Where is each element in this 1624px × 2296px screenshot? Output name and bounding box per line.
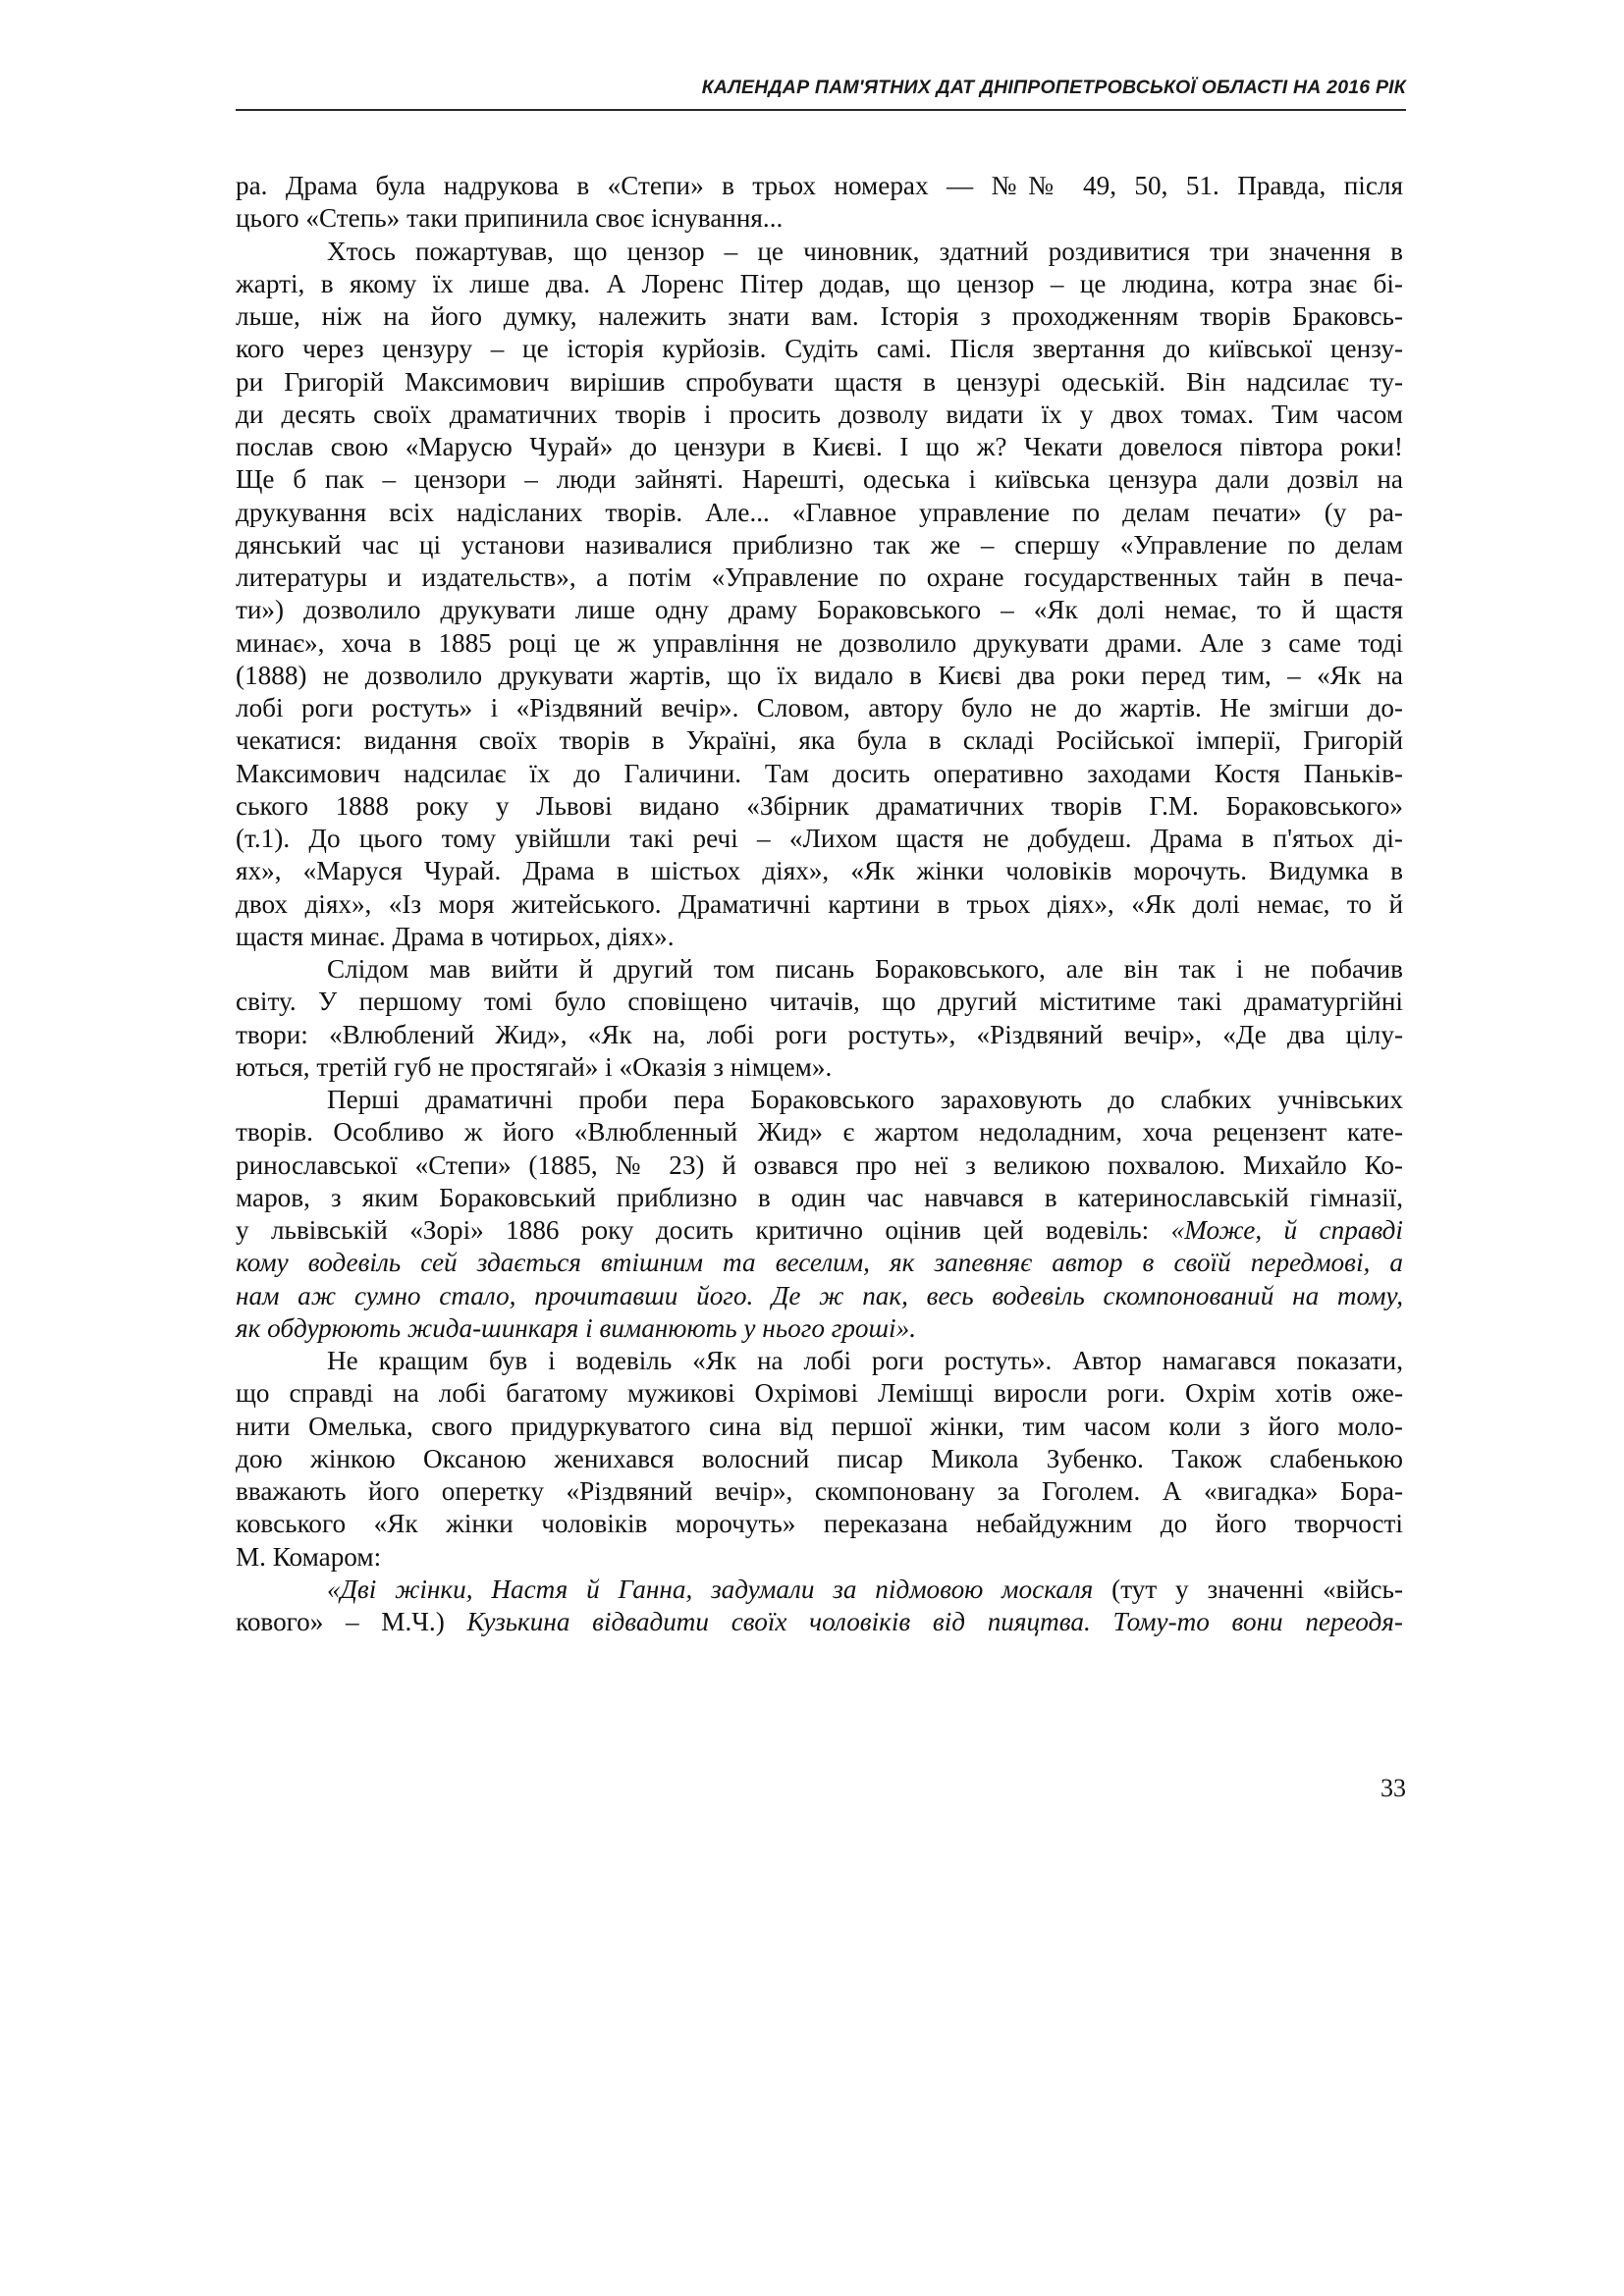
- text-line: [236, 366, 1403, 399]
- text-run: вважають його оперетку «Різдвяний вечір», скомпоновану за Гоголем. А «вигадка» Бора-: [236, 1476, 1403, 1506]
- text-line: [236, 1606, 1403, 1638]
- text-run: у львівській «Зорі» 1886 року досить критично оцінив цей водевіль:: [236, 1215, 1171, 1245]
- text-run: Слідом мав вийти й другий том писань Бораковського, але він так і не побачив: [327, 954, 1403, 984]
- text-line: [236, 660, 1403, 692]
- text-run: щастя минає. Драма в чотирьох, діях».: [236, 921, 675, 951]
- text-run: ра. Драма була надрукова в «Степи» в трьох номерах — №№ 49, 50, 51. Правда, після: [236, 171, 1403, 200]
- text-run: Хтось пожартував, що цензор – це чиновник, здатний роздивитися три значення в: [327, 236, 1403, 266]
- text-line: [236, 300, 1403, 333]
- text-line: [236, 561, 1403, 594]
- text-line: [236, 594, 1403, 626]
- text-run: ди десять своїх драматичних творів і просить дозволу видати їх у двох томах. Тим часом: [236, 399, 1403, 429]
- text-run: дою жінкою Оксаною женихався волосний писар Микола Зубенко. Також слабенькою: [236, 1443, 1403, 1473]
- text-run: послав свою «Марусю Чурай» до цензури в Києві. І що ж? Чекати довелося півтора роки!: [236, 432, 1403, 461]
- text-line: [236, 1247, 1403, 1279]
- italic-quote-run: Кузькина відвадити своїх чоловіків від пияцтва. Тому-то вони переодя-: [466, 1607, 1403, 1636]
- text-line: [236, 1182, 1403, 1214]
- italic-quote-run: нам аж сумно стало, прочитавши його. Де ж пак, весь водевіль скомпонований на тому,: [236, 1280, 1403, 1310]
- text-run: двох діях», «Із моря житейського. Драматичні картини в трьох діях», «Як долі немає, то й: [236, 888, 1403, 919]
- text-line: [236, 1280, 1403, 1312]
- text-line: [236, 1411, 1403, 1443]
- text-line: [236, 1312, 1403, 1345]
- text-run: ти») дозволило друкувати лише одну драму Бораковського – «Як долі немає, то й щастя: [236, 595, 1403, 625]
- text-run: дянський час ці установи називалися приблизно так же – спершу «Управление по делам: [236, 529, 1403, 560]
- text-run: що справді на лобі багатому мужикові Охрімові Лемішці виросли роги. Охрім хотів оже-: [236, 1378, 1403, 1409]
- text-run: ях», «Маруся Чурай. Драма в шістьох діях», «Як жінки чоловіків морочуть. Видумка в: [236, 856, 1403, 886]
- text-line: [236, 1475, 1403, 1508]
- text-run: Ще б пак – цензори – люди зайняті. Нарешті, одеська і київська цензура дали дозвіл на: [236, 464, 1403, 495]
- text-line: [236, 1345, 1403, 1377]
- text-run: ються, третій губ не простягай» і «Оказія з німцем».: [236, 1051, 833, 1082]
- text-line: [236, 692, 1403, 724]
- text-run: Максимович надсилає їх до Галичини. Там досить оперативно заходами Костя Паньків-: [236, 758, 1403, 788]
- text-run: (т.1). До цього тому увійшли такі речі – «Лихом щастя не добудеш. Драма в п'ятьох ді-: [236, 824, 1403, 853]
- text-run: цього «Степь» таки припинила своє існування...: [236, 203, 784, 234]
- text-line: [236, 463, 1403, 496]
- text-line: [236, 497, 1403, 529]
- text-run: ри Григорій Максимович вирішив спробувати щастя в цензурі одеській. Він надсилає ту-: [236, 366, 1403, 397]
- text-line: [236, 1508, 1403, 1540]
- text-run: минає», хоча в 1885 році це ж управління не дозволило друкувати драми. Але з саме тоді: [236, 627, 1403, 658]
- text-line: [236, 268, 1403, 300]
- italic-quote-run: «Може, й справді: [1170, 1215, 1403, 1245]
- text-run: льше, ніж на його думку, належить знати вам. Історія з проходженням творів Браковсь-: [236, 301, 1403, 331]
- text-line: [236, 1084, 1403, 1116]
- text-run: ковського «Як жінки чоловіків морочуть» переказана небайдужним до його творчості: [236, 1509, 1403, 1539]
- text-run: творів. Особливо ж його «Влюбленный Жид» є жартом недоладним, хоча рецензент кате-: [236, 1117, 1403, 1148]
- text-line: [236, 202, 1403, 235]
- italic-quote-run: кому водевіль сей здається втішним та веселим, як запевняє автор в своїй передмові, а: [236, 1248, 1403, 1278]
- text-run: нити Омелька, свого придуркуватого сина від першої жінки, тим часом коли з його моло-: [236, 1411, 1403, 1441]
- text-line: [236, 1541, 1403, 1574]
- text-line: [236, 1019, 1403, 1051]
- text-run: ського 1888 року у Львові видано «Збірник драматичних творів Г.М. Бораковського»: [236, 790, 1403, 821]
- text-line: [236, 529, 1403, 561]
- text-line: [236, 333, 1403, 365]
- text-run: литературы и издательств», а потім «Управление по охране государственных тайн в печа-: [236, 562, 1403, 592]
- text-run: маров, з яким Бораковський приблизно в один час навчався в катеринославській гімназії,: [236, 1182, 1403, 1212]
- text-line: [236, 627, 1403, 660]
- text-run: кового» – М.Ч.): [236, 1607, 467, 1636]
- header-rule: [236, 109, 1406, 111]
- text-line: [236, 1214, 1403, 1247]
- text-line: [236, 236, 1403, 268]
- text-line: [236, 758, 1403, 790]
- text-line: [236, 1149, 1403, 1182]
- text-line: [236, 823, 1403, 855]
- text-run: друкування всіх надісланих творів. Але... «Главное управление по делам печати» (у ра-: [236, 497, 1403, 527]
- text-line: [236, 1377, 1403, 1410]
- text-line: [236, 921, 1403, 953]
- text-run: ринославської «Степи» (1885, № 23) й озвався про неї з великою похвалою. Михайло Ко-: [236, 1149, 1403, 1180]
- text-line: [236, 986, 1403, 1018]
- italic-quote-run: як обдурюють жида-шинкаря і виманюють у нього гроші».: [236, 1312, 916, 1343]
- text-run: (1888) не дозволило друкувати жартів, що їх видало в Києві два роки перед тим, – «Як на: [236, 660, 1403, 690]
- text-run: (тут у значенні «війсь-: [1093, 1574, 1403, 1604]
- text-run: чекатися: видання своїх творів в Україні, яка була в складі Російської імперії, Григорій: [236, 725, 1403, 756]
- text-run: жарті, в якому їх лише два. А Лоренс Пітер додав, що цензор – це людина, котра знає бі-: [236, 268, 1403, 298]
- text-line: [236, 1574, 1403, 1606]
- text-line: [236, 790, 1403, 823]
- text-line: [236, 888, 1403, 921]
- text-run: твори: «Влюблений Жид», «Як на, лобі роги ростуть», «Різдвяний вечір», «Де два цілу-: [236, 1019, 1403, 1049]
- text-run: Перші драматичні проби пера Бораковського зараховують до слабких учнівських: [327, 1085, 1403, 1114]
- text-line: [236, 724, 1403, 757]
- text-line: [236, 855, 1403, 887]
- running-head: КАЛЕНДАР ПАМ'ЯТНИХ ДАТ ДНІПРОПЕТРОВСЬКОЇ ОБЛАСТІ НА 2016 РІК: [701, 77, 1406, 98]
- text-run: лобі роги ростуть» і «Різдвяний вечір». Словом, автору було не до жартів. Не змігши до-: [236, 693, 1403, 722]
- italic-quote-run: «Дві жінки, Настя й Ганна, задумали за підмовою москаля: [327, 1574, 1094, 1604]
- text-line: [236, 953, 1403, 986]
- text-line: [236, 431, 1403, 463]
- body-text: [236, 170, 1403, 1638]
- page-number: 33: [1380, 1774, 1406, 1802]
- text-run: кого через цензуру – це історія курйозів. Судіть самі. Після звертання до київської цензу-: [236, 334, 1403, 364]
- text-line: [236, 1443, 1403, 1475]
- text-run: світу. У першому томі було сповіщено читачів, що другий міститиме такі драматургійні: [236, 987, 1403, 1017]
- text-line: [236, 399, 1403, 431]
- text-run: Не кращим був і водевіль «Як на лобі роги ростуть». Автор намагався показати,: [327, 1346, 1403, 1375]
- text-line: [236, 1116, 1403, 1148]
- text-line: [236, 170, 1403, 202]
- text-line: [236, 1051, 1403, 1084]
- text-run: М. Комаром:: [236, 1541, 382, 1572]
